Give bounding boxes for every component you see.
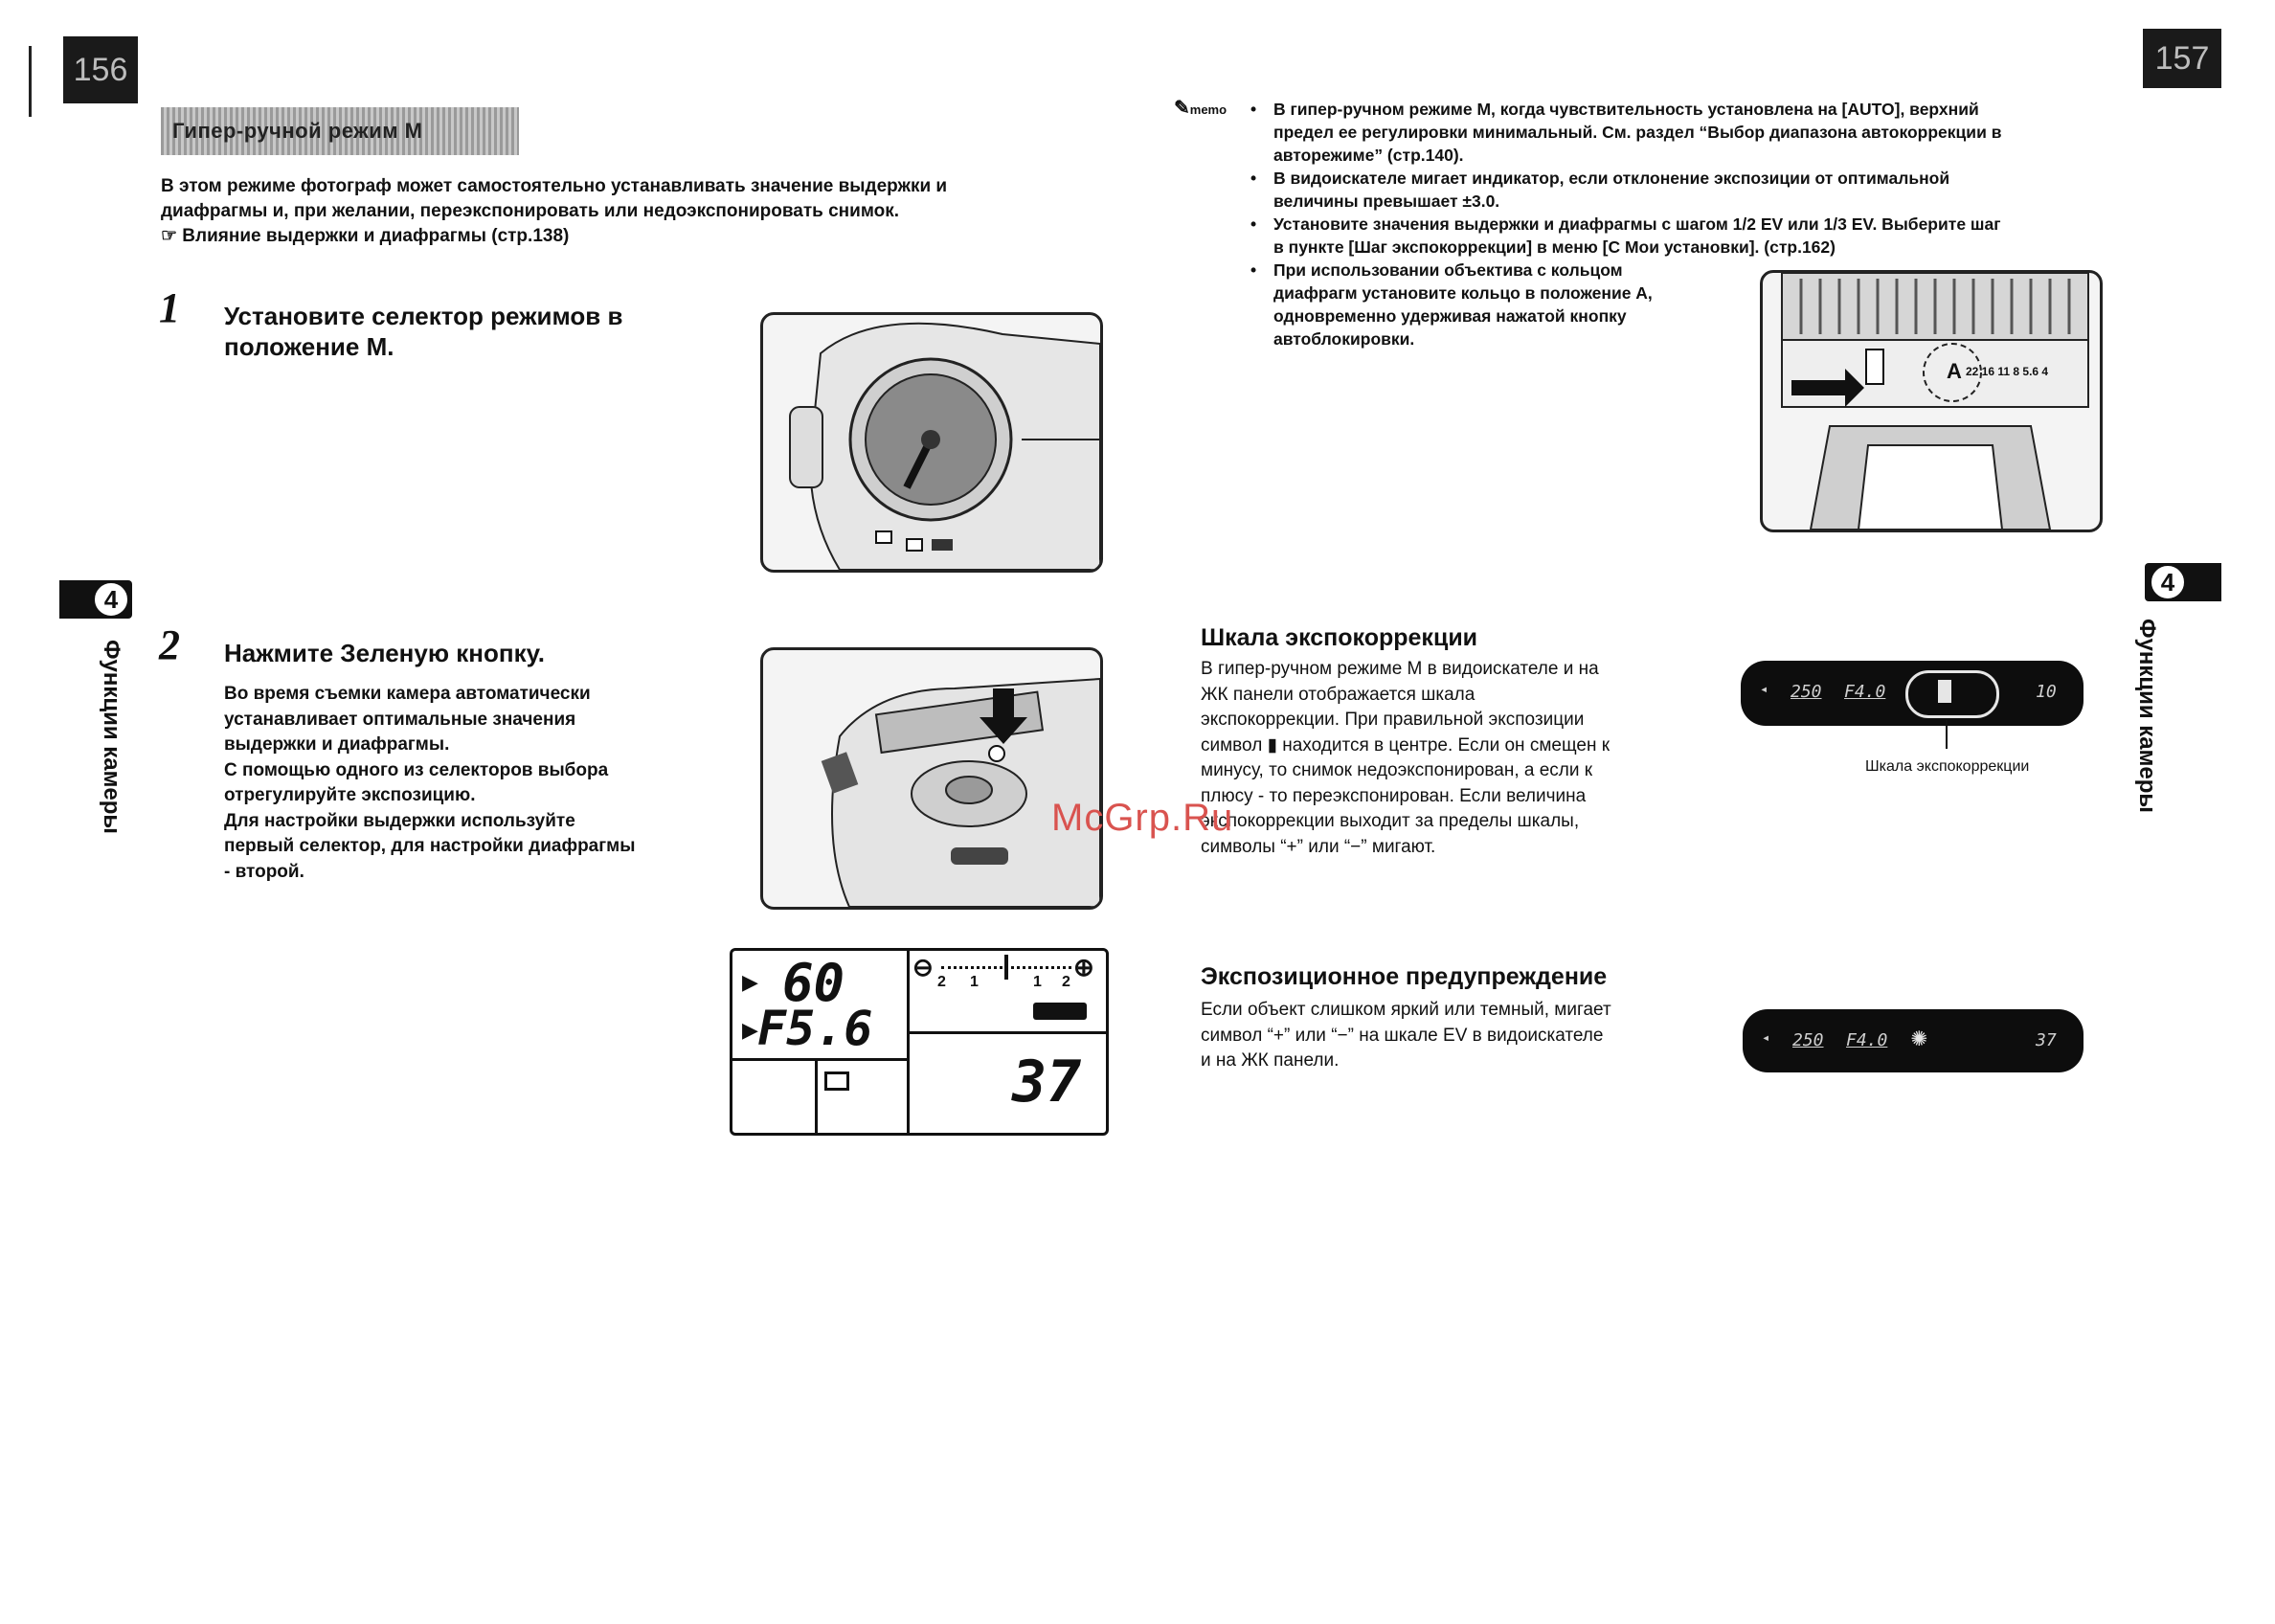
- viewfinder-ev-scale: [1741, 661, 2084, 726]
- memo-item: [1249, 213, 2129, 259]
- ev-scale-line: В гипер-ручном режиме M в видоискателе и на: [1201, 659, 1599, 679]
- memo-line: диафрагм установите кольцо в положение A,: [1273, 283, 1653, 303]
- lcd-divider: [910, 1031, 1106, 1034]
- memo-line: в пункте [Шаг экспокоррекции] в меню [C Мои установки]. (стр.162): [1273, 237, 1836, 257]
- memo-line: величины превышает ±3.0.: [1273, 192, 1500, 211]
- step-1-heading-line: положение M.: [224, 332, 394, 361]
- step-2-line: Для настройки выдержки используйте: [224, 810, 575, 831]
- step-2-heading: Нажмите Зеленую кнопку.: [224, 639, 545, 667]
- ev-scale-line: экспокоррекции выходит за пределы шкалы,: [1201, 811, 1580, 831]
- lcd-tick-label: 2: [1062, 974, 1070, 990]
- ev-scale-line: ЖК панели отображается шкала: [1201, 684, 1475, 705]
- memo-line: • В гипер-ручном режиме M, когда чувствительность установлена на [AUTO], верхний: [1273, 100, 1979, 119]
- vf-frames: 10: [2036, 682, 2057, 702]
- memo-item: [1249, 167, 2129, 213]
- lcd-tick-label: 1: [1033, 974, 1042, 990]
- vf-scale-marker: [1938, 680, 1951, 703]
- lcd-pointer-icon: ▶: [742, 1018, 758, 1042]
- vf-pointer-icon: ◂: [1762, 1030, 1770, 1046]
- warning-heading: Экспозиционное предупреждение: [1201, 963, 1608, 990]
- memo-line: автоблокировки.: [1273, 329, 1415, 349]
- step-1-number: 1: [159, 284, 180, 331]
- memo-line: одновременно удерживая нажатой кнопку: [1273, 306, 1627, 326]
- vf-aperture: F4.0: [1846, 1030, 1888, 1050]
- ev-scale-line: минусу, то снимок недоэкспонирован, а если к: [1201, 760, 1593, 780]
- watermark: McGrp.Ru: [1051, 797, 1234, 839]
- section-title: Гипер-ручной режим M: [161, 107, 519, 155]
- intro-line: ☞ Влияние выдержки и диафрагмы (стр.138): [161, 226, 570, 246]
- step-2-number: 2: [159, 621, 180, 668]
- lcd-divider: [815, 1061, 818, 1133]
- step-2-line: отрегулируйте экспозицию.: [224, 785, 476, 805]
- vf-aperture: F4.0: [1844, 682, 1886, 702]
- vf-shutter: 250: [1792, 1030, 1824, 1050]
- step-2-line: - второй.: [224, 861, 304, 882]
- step-2-body: [224, 682, 741, 885]
- ev-scale-heading: Шкала экспокоррекции: [1201, 624, 1478, 651]
- mode-dial-illustration: [760, 312, 1103, 573]
- step-2-line: С помощью одного из селекторов выбора: [224, 759, 609, 780]
- lcd-counter: 37: [1012, 1049, 1082, 1116]
- lcd-frame-icon: [824, 1071, 849, 1091]
- lcd-panel: [730, 948, 1109, 1136]
- ev-scale-caption: Шкала экспокоррекции: [1865, 758, 2030, 775]
- ev-scale-line: символ ▮ находится в центре. Если он смещен к: [1201, 734, 1611, 756]
- lcd-tick-label: 2: [937, 974, 946, 990]
- vf-pointer-icon: ◂: [1760, 682, 1768, 697]
- caption-leader-line: [1946, 720, 1948, 749]
- memo-line: • При использовании объектива с кольцом: [1273, 260, 1623, 280]
- intro-line: диафрагмы и, при желании, переэкспонировать или недоэкспонировать снимок.: [161, 201, 900, 221]
- viewfinder-warning: [1743, 1009, 2084, 1072]
- memo-line: • Установите значения выдержки и диафрагмы с шагом 1/2 EV или 1/3 EV. Выберите шаг: [1273, 214, 2001, 234]
- vf-blink-icon: ✺: [1911, 1021, 1927, 1052]
- memo-item: [1249, 98, 2129, 167]
- lcd-scale-center: [1004, 955, 1008, 980]
- chapter-badge-right: 4: [2149, 563, 2187, 601]
- vf-shutter: 250: [1791, 682, 1822, 702]
- lens-aperture-ring-illustration: [1760, 270, 2103, 532]
- memo-line: авторежиме” (стр.140).: [1273, 146, 1464, 165]
- memo-icon: [1174, 96, 1227, 120]
- vf-scale-highlight: [1905, 670, 1999, 718]
- intro-text: [161, 174, 1118, 249]
- ev-scale-line: экспокоррекции. При правильной экспозиции: [1201, 710, 1585, 730]
- step-1-heading: [224, 301, 703, 362]
- step-2-line: выдержки и диафрагмы.: [224, 734, 450, 755]
- memo-item: [1249, 259, 1752, 350]
- lcd-divider: [732, 1058, 907, 1061]
- gutter-line: [29, 46, 32, 117]
- memo-pencil-icon: ✎: [1174, 98, 1190, 119]
- page-number-left: 156: [63, 36, 138, 103]
- vf-frames: 37: [2036, 1030, 2057, 1050]
- warning-line: и на ЖК панели.: [1201, 1050, 1340, 1071]
- lcd-minus-icon: ⊖: [912, 953, 934, 981]
- ev-scale-line: плюсу - то переэкспонирован. Если величина: [1201, 785, 1587, 806]
- ev-scale-line: символы “+” или “−” мигают.: [1201, 836, 1436, 857]
- warning-body: [1201, 998, 1718, 1074]
- lcd-divider: [907, 951, 910, 1133]
- step-1-heading-line: Установите селектор режимов в: [224, 302, 623, 330]
- lcd-pointer-icon: ▶: [742, 970, 758, 994]
- lens-a-mark: A: [1947, 359, 1962, 383]
- memo-line: • В видоискателе мигает индикатор, если отклонение экспозиции от оптимальной: [1273, 169, 1950, 188]
- lcd-tick-label: 1: [970, 974, 979, 990]
- warning-line: символ “+” или “−” на шкале EV в видоискателе: [1201, 1025, 1604, 1046]
- lcd-plus-icon: ⊕: [1073, 953, 1094, 981]
- lcd-aperture: F5.6: [757, 1001, 873, 1056]
- side-tab-text-left: Функции камеры: [99, 640, 124, 834]
- chapter-badge-left: 4: [92, 580, 130, 619]
- intro-line: В этом режиме фотограф может самостоятельно устанавливать значение выдержки и: [161, 176, 948, 196]
- ev-scale-body: [1201, 657, 1718, 860]
- page-number-right: 157: [2143, 29, 2221, 88]
- step-2-line: Во время съемки камера автоматически: [224, 684, 591, 704]
- lcd-battery-icon: [1033, 1003, 1087, 1020]
- step-2-line: устанавливает оптимальные значения: [224, 709, 576, 730]
- memo-line: предел ее регулировки минимальный. См. раздел “Выбор диапазона автокоррекции в: [1273, 123, 2002, 142]
- lcd-shutter: 60: [782, 953, 845, 1013]
- memo-label: memo: [1189, 102, 1228, 117]
- side-tab-text-right: Функции камеры: [2134, 619, 2160, 813]
- step-2-line: первый селектор, для настройки диафрагмы: [224, 836, 636, 856]
- lens-aperture-values: 22 16 11 8 5.6 4: [1966, 365, 2049, 378]
- green-button-illustration: [760, 647, 1103, 910]
- warning-line: Если объект слишком яркий или темный, мигает: [1201, 1000, 1611, 1020]
